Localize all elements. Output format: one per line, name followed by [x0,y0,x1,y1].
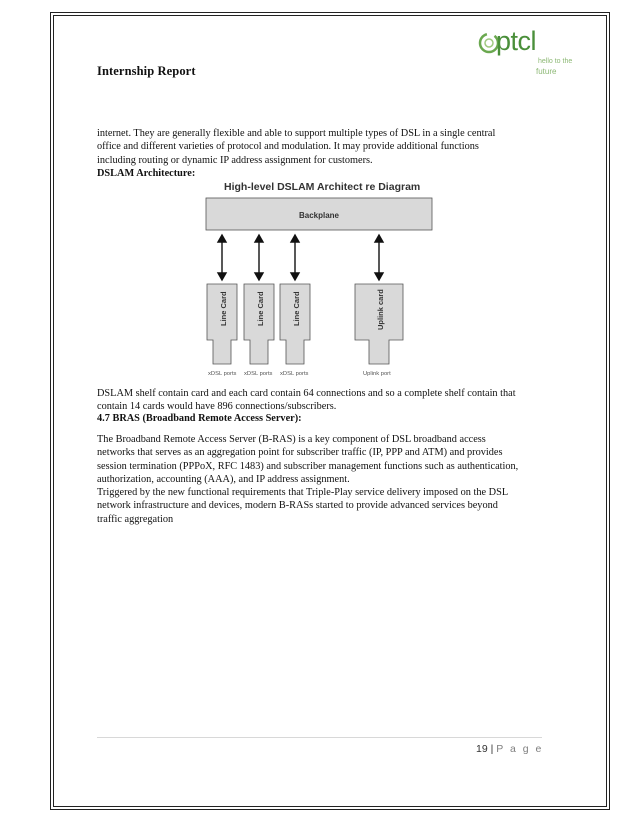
bras-paragraph-2 [97,486,540,526]
text-line: The Broadband Remote Access Server (B-RAS) is a key component of DSL broadband access [97,434,486,445]
page-number [476,743,543,755]
text-line: office and different varieties of protocol and modulation. It may provide additional functions [97,141,479,153]
diagram-title: High-level DSLAM Architect re Diagram [224,181,421,193]
intro-paragraph [97,127,540,167]
text-line: session termination (PPPoX, RFC 1483) and subscriber management functions such as authentication, [97,460,519,472]
page-word: P a g e [496,743,544,755]
logo-wordmark: ptcl [496,26,537,56]
text-line: traffic aggregation [97,513,174,525]
xdsl-ports-label: xDSL ports [280,371,309,377]
text-line: internet. They are generally flexible and able to support multiple types of DSL in a single central [97,128,496,139]
page-number-separator: | [490,743,494,755]
line-card-label: Line Card [292,291,301,326]
logo-tagline-top: hello to the [538,58,573,65]
footer-divider [97,737,542,738]
uplink-card [355,284,403,364]
xdsl-ports-label: xDSL ports [244,371,273,377]
bras-paragraph-1 [97,433,540,487]
backplane-label: Backplane [298,211,340,220]
connection-arrows [218,235,383,280]
text-line: including routing or dynamic IP address assignment for customers. [97,154,373,166]
uplink-card-label: Uplink card [376,289,385,330]
line-card-1 [207,284,237,364]
xdsl-ports-label: xDSL ports [208,371,237,377]
line-card-2 [244,284,274,364]
uplink-port-label: Uplink port [363,371,391,377]
page-number-value: 19 [476,743,488,755]
line-card-label: Line Card [256,291,265,326]
section-heading-bras: 4.7 BRAS (Broadband Remote Access Server): [97,413,302,424]
line-card-label: Line Card [219,291,228,326]
ptcl-logo [478,26,578,76]
section-heading-dslam: DSLAM Architecture: [97,168,196,179]
text-line: Triggered by the new functional requirements that Triple-Play service delivery imposed on the DSL [97,487,509,498]
text-line: authorization, accounting (AAA), and IP address assignment. [97,474,350,486]
text-line: networks that serves as an aggregation point for subscriber traffic (IP, PPP and ATM) and provides [97,447,503,459]
document-title: Internship Report [97,64,196,78]
port-labels [208,371,391,377]
text-line: network infrastructure and devices, modern B-RASs started to provide advanced services beyond [97,500,498,512]
line-card-3 [280,284,310,364]
text-line: DSLAM shelf contain card and each card contain 64 connections and so a complete shelf contain that [97,388,516,399]
dslam-architecture-diagram [200,178,438,380]
text-line: contain 14 cards would have 896 connections/subscribers. [97,401,337,413]
logo-tagline-bottom: future [536,67,557,76]
dslam-description-paragraph [97,387,540,414]
